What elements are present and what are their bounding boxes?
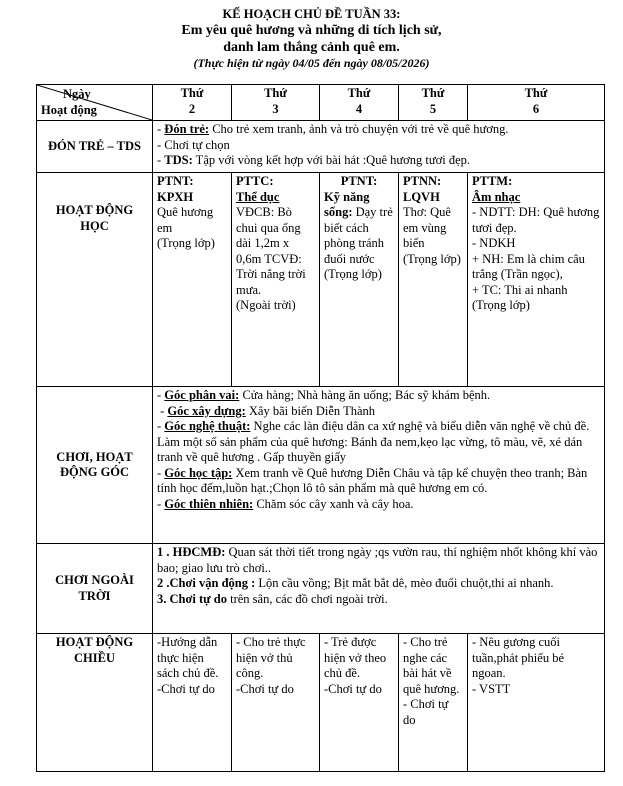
plan-title: KẾ HOẠCH CHỦ ĐỀ TUẦN 33:: [222, 7, 401, 21]
don-tre-content: - Đón trẻ: Cho trẻ xem tranh, ảnh và trò chuyện với trẻ về quê hương. - Chơi tự chọn - TDS: Tập với vòng kết hợp với bài hát :Quê hương tươi đẹp.: [153, 121, 605, 173]
table-header-row: [37, 85, 605, 121]
document-header: [0, 6, 623, 71]
row-hoat-dong-chieu: [37, 634, 605, 772]
chieu-tue: - Cho trẻ thực hiện vở thủ công. -Chơi tự do: [232, 634, 320, 772]
corner-cell: [37, 85, 153, 121]
choi-ngoai-troi-content: 1 . HĐCMĐ: Quan sát thời tiết trong ngày ;qs vườn rau, thí nghiệm nhốt không khí vào bao; giao lưu trò chơi.. 2 .Chơi vận động : Lộn cầu vồng; Bịt mắt bắt dê, mèo đuổi chuột,thi ai nhanh. 3. Chơi tự do trên sân, các đồ chơi ngoài trời.: [153, 544, 605, 634]
row-header-choi-goc: CHƠI, HOẠT ĐỘNG GÓC: [37, 387, 153, 544]
hoc-tue: PTTC: Thể dục VĐCB: Bò chui qua ống dài 1,2m x 0,6m TCVĐ: Trời nắng trời mưa. (Ngoài trời): [232, 173, 320, 387]
day-header-mon: Thứ 2: [153, 85, 232, 121]
day-header-fri: Thứ 6: [468, 85, 605, 121]
row-choi-goc: [37, 387, 605, 544]
row-don-tre: [37, 121, 605, 173]
choi-goc-content: - Góc phân vai: Cửa hàng; Nhà hàng ăn uống; Bác sỹ khám bệnh. - Góc xây dựng: Xây bãi biển Diễn Thành - Góc nghệ thuật: Nghe các làn điệu dân ca xứ nghệ và biểu diễn văn nghệ về chủ đề. Làm một số sản phẩm của quê hương: Bánh đa nem,kẹo lạc vừng, tô màu, vẽ, xé dán tranh về quê hương . Gấp thuyền giấy - Góc học tập: Xem tranh về Quê hương Diễn Châu và tập kể chuyện theo tranh; Bàn tính học đếm,luồn hạt.;Chọn lô tô sản phẩm mà quê hương em có. - Góc thiên nhiên: Chăm sóc cây xanh và cây hoa.: [153, 387, 605, 544]
row-header-don-tre: ĐÓN TRẺ – TDS: [37, 121, 153, 173]
row-header-hoat-dong-hoc: HOẠT ĐỘNG HỌC: [37, 173, 153, 387]
hoc-mon: PTNT: KPXH Quê hương em (Trọng lớp): [153, 173, 232, 387]
hoc-wed: PTNT: Kỹ năng sống: Dạy trẻ biết cách phòng tránh đuối nước (Trọng lớp): [320, 173, 399, 387]
day-header-wed: Thứ 4: [320, 85, 399, 121]
hoc-fri: PTTM: Âm nhạc - NDTT: DH: Quê hương tươi đẹp. - NDKH + NH: Em là chim câu trắng (Trần ngọc), + TC: Thi ai nhanh (Trọng lớp): [468, 173, 605, 387]
chieu-wed: - Trẻ được hiện vở theo chủ đề. -Chơi tự do: [320, 634, 399, 772]
hoc-thu: PTNN: LQVH Thơ: Quê em vùng biển (Trọng lớp): [399, 173, 468, 387]
day-header-tue: Thứ 3: [232, 85, 320, 121]
row-header-hoat-dong-chieu: HOẠT ĐỘNG CHIỀU: [37, 634, 153, 772]
chieu-fri: - Nêu gương cuối tuần,phát phiếu bé ngoan. - VSTT: [468, 634, 605, 772]
chieu-mon: -Hướng dẫn thực hiện sách chủ đề. -Chơi tự do: [153, 634, 232, 772]
weekly-plan-table: [36, 84, 605, 772]
theme-title-line-2: danh lam thắng cảnh quê em.: [223, 40, 400, 55]
date-range: (Thực hiện từ ngày 04/05 đến ngày 08/05/2026): [193, 56, 430, 70]
corner-day-label: Ngày: [63, 87, 91, 101]
corner-activity-label: Hoạt động: [41, 103, 97, 117]
row-choi-ngoai-troi: [37, 544, 605, 634]
day-header-thu: Thứ 5: [399, 85, 468, 121]
row-hoat-dong-hoc: [37, 173, 605, 387]
row-header-choi-ngoai-troi: CHƠI NGOÀI TRỜI: [37, 544, 153, 634]
chieu-thu: - Cho trẻ nghe các bài hát về quê hương. - Chơi tự do: [399, 634, 468, 772]
theme-title-line-1: Em yêu quê hương và những di tích lịch sử,: [181, 23, 442, 38]
